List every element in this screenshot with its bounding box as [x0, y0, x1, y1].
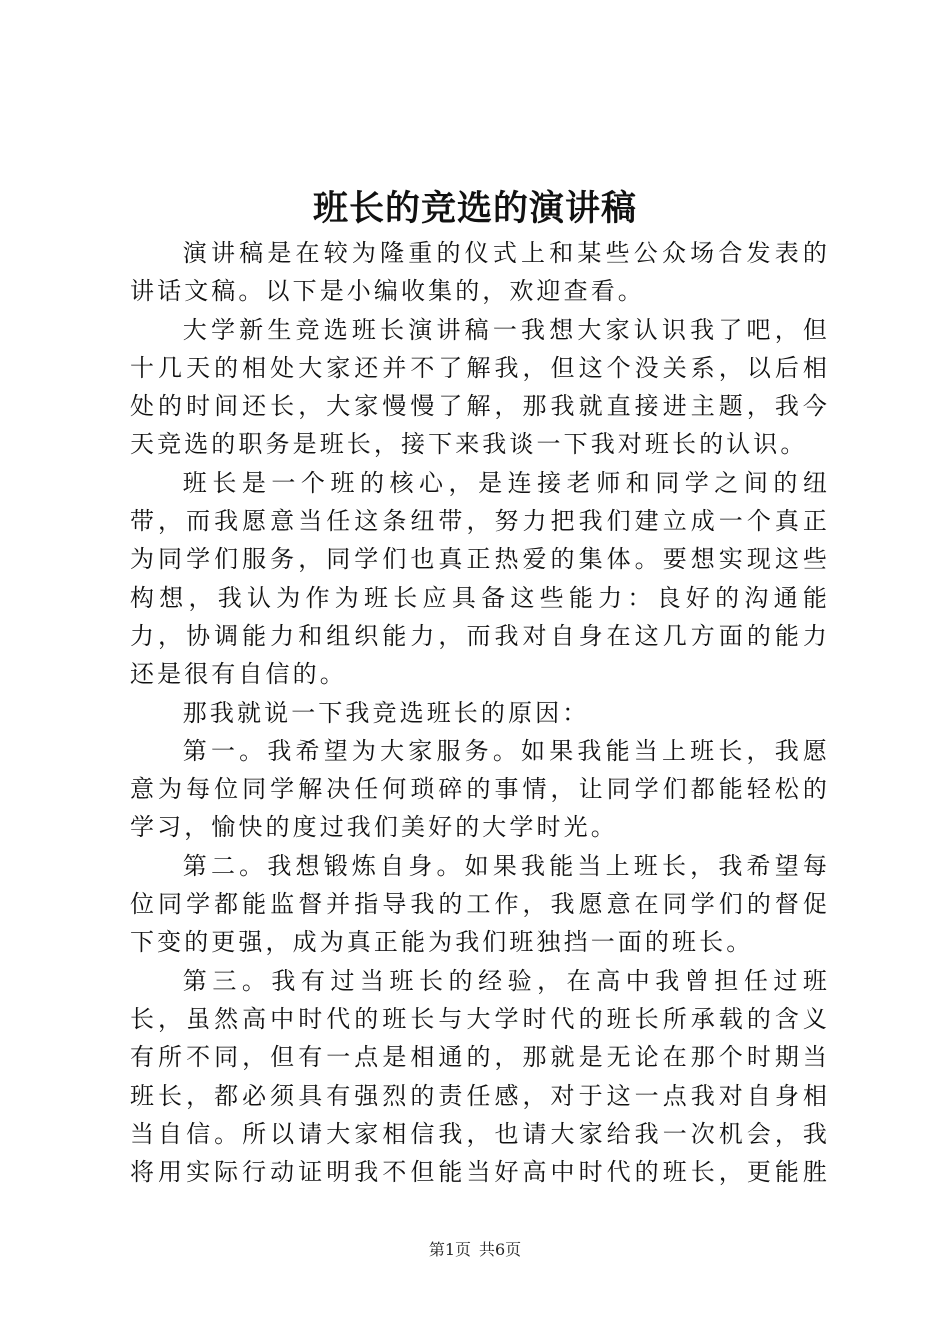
- page-total: 共6页: [479, 1240, 522, 1259]
- paragraph-reason-2: 第二。我想锻炼自身。如果我能当上班长，我希望每位同学都能监督并指导我的工作，我愿意在同学们的督促下变的更强，成为真正能为我们班独挡一面的班长。: [130, 851, 830, 957]
- paragraph-role-of-monitor: 班长是一个班的核心，是连接老师和同学之间的纽带，而我愿意当任这条纽带，努力把我们建立成一个真正为同学们服务，同学们也真正热爱的集体。要想实现这些构想，我认为作为班长应具备这些能力：良好的沟通能力，协调能力和组织能力，而我对自身在这几方面的能力还是很有自信的。: [130, 468, 830, 689]
- paragraph-reasons-intro: 那我就说一下我竞选班长的原因：: [182, 698, 590, 727]
- paragraph-intro: 演讲稿是在较为隆重的仪式上和某些公众场合发表的讲话文稿。以下是小编收集的，欢迎查看。: [130, 239, 830, 306]
- page-footer: [0, 1238, 950, 1262]
- page-number: 第1页: [428, 1240, 471, 1259]
- paragraph-reason-3: 第三。我有过当班长的经验，在高中我曾担任过班长，虽然高中时代的班长与大学时代的班长所承载的含义有所不同，但有一点是相通的，那就是无论在那个时期当班长，都必须具有强烈的责任感，对于这一点我对自身相当自信。所以请大家相信我，也请大家给我一次机会，我将用实际行动证明我不但能当好高中时代的班长，更能胜: [130, 966, 830, 1187]
- paragraph-reason-1: 第一。我希望为大家服务。如果我能当上班长，我愿意为每位同学解决任何琐碎的事情，让同学们都能轻松的学习，愉快的度过我们美好的大学时光。: [130, 736, 830, 842]
- document-body: [130, 234, 830, 1194]
- document-title: 班长的竞选的演讲稿: [312, 188, 637, 229]
- paragraph-opening: 大学新生竞选班长演讲稿一我想大家认识我了吧，但十几天的相处大家还并不了解我，但这个没关系，以后相处的时间还长，大家慢慢了解，那我就直接进主题，我今天竞选的职务是班长，接下来我谈一下我对班长的认识。: [130, 315, 830, 459]
